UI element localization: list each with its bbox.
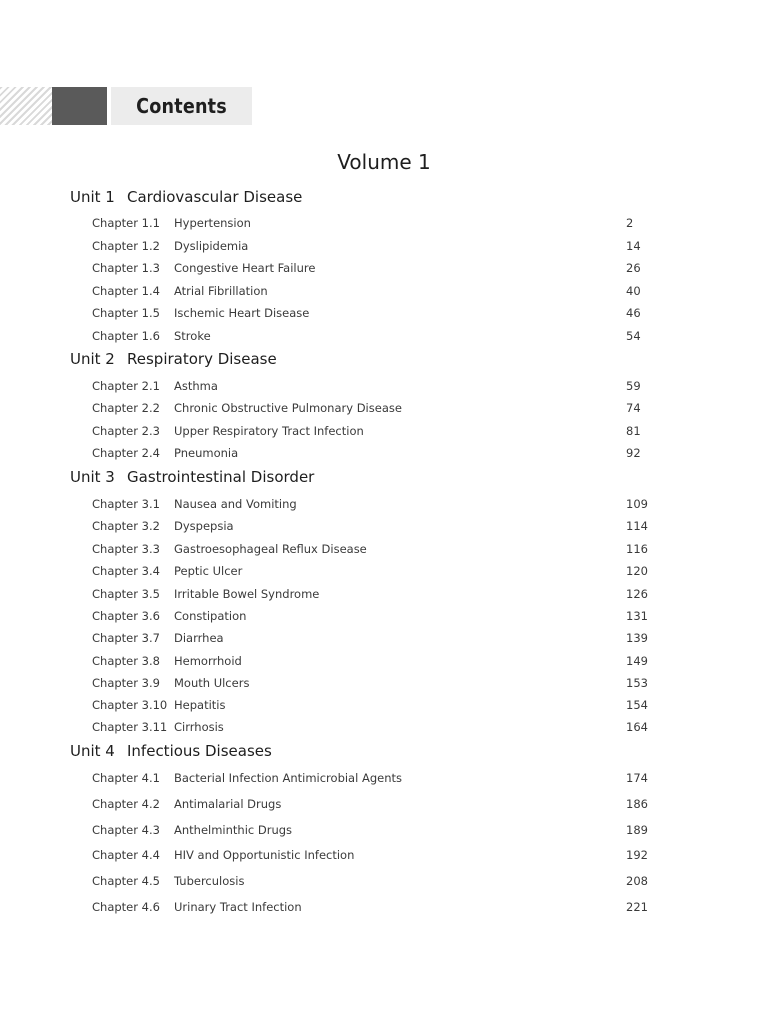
page-title: Contents <box>136 94 227 118</box>
chapter-page: 26 <box>626 261 641 275</box>
toc-entry[interactable] <box>92 216 648 234</box>
chapter-label: Chapter 1.2 <box>92 239 160 253</box>
contents-title-box <box>111 87 252 125</box>
chapter-page: 221 <box>626 900 648 914</box>
chapter-title[interactable]: Peptic Ulcer <box>174 564 243 578</box>
chapter-page: 186 <box>626 797 648 811</box>
toc-entry[interactable] <box>92 848 648 866</box>
chapter-label: Chapter 1.6 <box>92 329 160 343</box>
chapter-page: 120 <box>626 564 648 578</box>
toc-entry[interactable] <box>92 771 648 789</box>
chapter-page: 46 <box>626 306 641 320</box>
chapter-title[interactable]: Chronic Obstructive Pulmonary Disease <box>174 401 402 415</box>
chapter-label: Chapter 3.11 <box>92 720 168 734</box>
toc-entry[interactable] <box>92 401 648 419</box>
chapter-title[interactable]: Ischemic Heart Disease <box>174 306 310 320</box>
chapter-label: Chapter 2.2 <box>92 401 160 415</box>
chapter-title[interactable]: Dyspepsia <box>174 519 234 533</box>
chapter-label: Chapter 4.6 <box>92 900 160 914</box>
chapter-page: 126 <box>626 587 648 601</box>
toc-entry[interactable] <box>92 587 648 605</box>
chapter-title[interactable]: Bacterial Infection Antimicrobial Agents <box>174 771 402 785</box>
chapter-title[interactable]: Hepatitis <box>174 698 226 712</box>
toc-entry[interactable] <box>92 900 648 918</box>
chapter-title[interactable]: Upper Respiratory Tract Infection <box>174 424 364 438</box>
chapter-page: 59 <box>626 379 641 393</box>
chapter-page: 92 <box>626 446 641 460</box>
chapter-title[interactable]: Pneumonia <box>174 446 239 460</box>
chapter-title[interactable]: Diarrhea <box>174 631 224 645</box>
chapter-page: 149 <box>626 654 648 668</box>
toc-entry[interactable] <box>92 379 648 397</box>
chapter-label: Chapter 1.4 <box>92 284 160 298</box>
dark-block-decoration <box>52 87 107 125</box>
chapter-title[interactable]: Mouth Ulcers <box>174 676 250 690</box>
unit-title: Infectious Diseases <box>127 742 272 760</box>
chapter-page: 74 <box>626 401 641 415</box>
chapter-page: 14 <box>626 239 641 253</box>
chapter-title[interactable]: Congestive Heart Failure <box>174 261 316 275</box>
chapter-label: Chapter 2.4 <box>92 446 160 460</box>
chapter-page: 154 <box>626 698 648 712</box>
chapter-title[interactable]: Urinary Tract Infection <box>174 900 302 914</box>
chapter-page: 192 <box>626 848 648 862</box>
chapter-page: 81 <box>626 424 641 438</box>
unit-label: Unit 3 <box>70 468 115 486</box>
toc-entry[interactable] <box>92 720 648 738</box>
toc-entry[interactable] <box>92 797 648 815</box>
chapter-title[interactable]: Irritable Bowel Syndrome <box>174 587 320 601</box>
chapter-label: Chapter 1.3 <box>92 261 160 275</box>
chapter-title[interactable]: Tuberculosis <box>174 874 245 888</box>
chapter-label: Chapter 4.5 <box>92 874 160 888</box>
chapter-title[interactable]: Nausea and Vomiting <box>174 497 297 511</box>
chapter-label: Chapter 3.10 <box>92 698 168 712</box>
chapter-page: 54 <box>626 329 641 343</box>
chapter-label: Chapter 3.5 <box>92 587 160 601</box>
toc-entry[interactable] <box>92 654 648 672</box>
chapter-label: Chapter 4.1 <box>92 771 160 785</box>
unit-heading <box>70 350 277 368</box>
toc-entry[interactable] <box>92 874 648 892</box>
contents-header <box>0 87 260 125</box>
chapter-title[interactable]: Cirrhosis <box>174 720 224 734</box>
chapter-label: Chapter 4.2 <box>92 797 160 811</box>
chapter-label: Chapter 2.3 <box>92 424 160 438</box>
toc-entry[interactable] <box>92 284 648 302</box>
chapter-label: Chapter 3.3 <box>92 542 160 556</box>
chapter-title[interactable]: Atrial Fibrillation <box>174 284 268 298</box>
chapter-page: 114 <box>626 519 648 533</box>
chapter-title[interactable]: Asthma <box>174 379 218 393</box>
toc-entry[interactable] <box>92 542 648 560</box>
toc-entry[interactable] <box>92 698 648 716</box>
unit-title: Cardiovascular Disease <box>127 188 303 206</box>
toc-entry[interactable] <box>92 609 648 627</box>
toc-entry[interactable] <box>92 424 648 442</box>
chapter-page: 116 <box>626 542 648 556</box>
chapter-title[interactable]: Gastroesophageal Reflux Disease <box>174 542 367 556</box>
chapter-page: 109 <box>626 497 648 511</box>
unit-heading <box>70 188 302 206</box>
chapter-page: 2 <box>626 216 634 230</box>
toc-entry[interactable] <box>92 823 648 841</box>
chapter-title[interactable]: Constipation <box>174 609 247 623</box>
chapter-page: 139 <box>626 631 648 645</box>
unit-label: Unit 1 <box>70 188 115 206</box>
chapter-label: Chapter 3.1 <box>92 497 160 511</box>
chapter-label: Chapter 4.3 <box>92 823 160 837</box>
toc-entry[interactable] <box>92 329 648 347</box>
chapter-page: 174 <box>626 771 648 785</box>
unit-label: Unit 4 <box>70 742 115 760</box>
chapter-title[interactable]: Hypertension <box>174 216 251 230</box>
toc-entry[interactable] <box>92 564 648 582</box>
unit-heading <box>70 742 272 760</box>
unit-title: Gastrointestinal Disorder <box>127 468 315 486</box>
volume-title: Volume 1 <box>337 150 431 174</box>
chapter-title[interactable]: Anthelminthic Drugs <box>174 823 293 837</box>
chapter-label: Chapter 3.6 <box>92 609 160 623</box>
chapter-label: Chapter 3.8 <box>92 654 160 668</box>
chapter-page: 131 <box>626 609 648 623</box>
toc-entry[interactable] <box>92 631 648 649</box>
toc-entry[interactable] <box>92 497 648 515</box>
toc-entry[interactable] <box>92 519 648 537</box>
chapter-page: 153 <box>626 676 648 690</box>
chapter-label: Chapter 1.1 <box>92 216 160 230</box>
toc-entry[interactable] <box>92 239 648 257</box>
chapter-label: Chapter 3.7 <box>92 631 160 645</box>
chapter-label: Chapter 3.9 <box>92 676 160 690</box>
chapter-page: 208 <box>626 874 648 888</box>
chapter-page: 164 <box>626 720 648 734</box>
toc-entry[interactable] <box>92 676 648 694</box>
chapter-label: Chapter 1.5 <box>92 306 160 320</box>
chapter-label: Chapter 4.4 <box>92 848 160 862</box>
unit-heading <box>70 468 314 486</box>
toc-entry[interactable] <box>92 306 648 324</box>
chapter-title[interactable]: Antimalarial Drugs <box>174 797 282 811</box>
chapter-title[interactable]: HIV and Opportunistic Infection <box>174 848 355 862</box>
unit-title: Respiratory Disease <box>127 350 277 368</box>
unit-label: Unit 2 <box>70 350 115 368</box>
chapter-page: 189 <box>626 823 648 837</box>
chapter-page: 40 <box>626 284 641 298</box>
chapter-title[interactable]: Stroke <box>174 329 211 343</box>
toc-entry[interactable] <box>92 261 648 279</box>
hatch-decoration <box>0 87 52 125</box>
chapter-title[interactable]: Dyslipidemia <box>174 239 249 253</box>
toc-entry[interactable] <box>92 446 648 464</box>
chapter-title[interactable]: Hemorrhoid <box>174 654 242 668</box>
chapter-label: Chapter 3.4 <box>92 564 160 578</box>
chapter-label: Chapter 3.2 <box>92 519 160 533</box>
chapter-label: Chapter 2.1 <box>92 379 160 393</box>
